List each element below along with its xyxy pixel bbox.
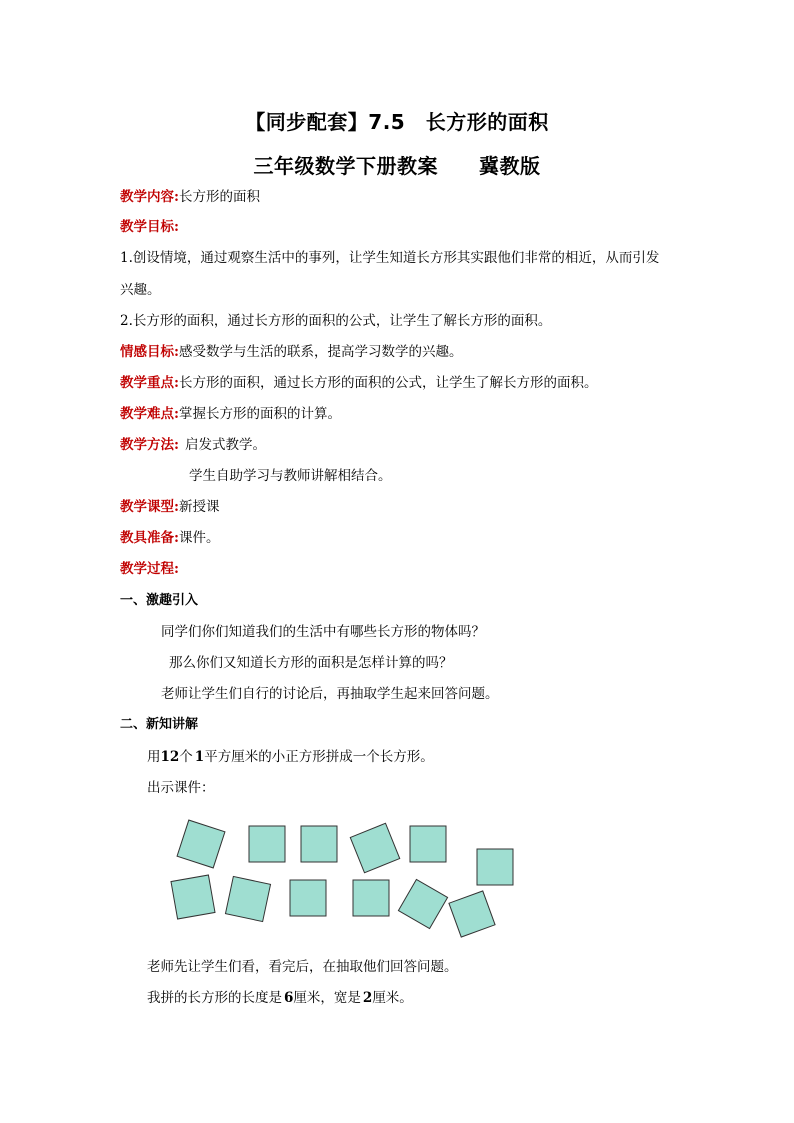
teaching-content-label: 教学内容: [120,189,179,205]
p4-pre: 我拼的长方形的长度是 [147,990,282,1006]
p4-number-6: 6 [284,990,294,1006]
tools-label: 教具准备: [120,530,179,546]
p4-mid: 厘米，宽是 [293,990,361,1006]
section-1-paragraph-3: 老师让学生们自行的讨论后，再抽取学生起来回答问题。 [161,686,499,702]
p1-pre: 用 [147,749,161,765]
square-10 [353,880,389,916]
emotion-goal-text: 感受数学与生活的联系，提高学习数学的兴趣。 [178,344,463,360]
process-label-text: 教学过程: [120,561,179,577]
square-2 [249,826,285,862]
square-7 [171,875,215,919]
section-1-paragraph-1: 同学们你们知道我们的生活中有哪些长方形的物体吗？ [161,624,485,640]
section-2-heading: 二、新知讲解 [120,717,199,732]
square-12 [449,891,495,937]
p4-number-2: 2 [362,990,373,1006]
document-title: 【同步配套】7.5 长方形的面积 [245,110,549,134]
difficulty-label: 教学难点: [120,406,179,422]
emotion-goal-label: 情感目标: [120,344,179,360]
p4-post: 厘米。 [372,990,413,1006]
section-2-paragraph-4 [147,989,413,1007]
method-text-1: 启发式教学。 [184,437,266,453]
teaching-content-text: 长方形的面积 [178,189,260,205]
square-6 [477,849,513,885]
p1-mid: 个 [179,749,193,765]
goal-1-line-b: 兴趣。 [120,282,161,298]
method-label: 教学方法: [120,437,179,453]
key-point-label: 教学重点: [120,375,179,391]
square-4 [350,823,399,872]
p1-number-1: 1 [194,749,205,765]
lesson-type-label: 教学课型: [120,499,179,515]
section-2-paragraph-2: 出示课件： [147,780,215,796]
section-1-paragraph-2: 那么你们又知道长方形的面积是怎样计算的吗？ [169,655,453,671]
key-point-text: 长方形的面积，通过长方形的面积的公式，让学生了解长方形的面积。 [178,375,598,391]
p1-number-12: 12 [160,749,180,765]
square-11 [398,879,447,928]
section-2-paragraph-3: 老师先让学生们看，看完后，在抽取他们回答问题。 [147,959,458,975]
square-1 [177,820,225,868]
square-9 [290,880,326,916]
square-5 [410,826,446,862]
square-8 [225,876,270,921]
lesson-type-text: 新授课 [178,499,220,515]
document-subtitle: 三年级数学下册教案 冀教版 [253,154,541,178]
difficulty-text: 掌握长方形的面积的计算。 [178,406,341,422]
tools-text: 课件。 [178,530,220,546]
goal-2: 2.长方形的面积，通过长方形的面积的公式，让学生了解长方形的面积。 [120,313,552,329]
section-1-heading: 一、激趣引入 [120,593,199,608]
goals-label-text: 教学目标: [120,219,179,235]
goal-1-line-a: 1.创设情境，通过观察生活中的事列，让学生知道长方形其实跟他们非常的相近，从而引发 [120,250,660,266]
square-3 [301,826,337,862]
method-text-2: 学生自助学习与教师讲解相结合。 [189,468,392,484]
p1-post: 平方厘米的小正方形拼成一个长方形。 [204,749,434,765]
